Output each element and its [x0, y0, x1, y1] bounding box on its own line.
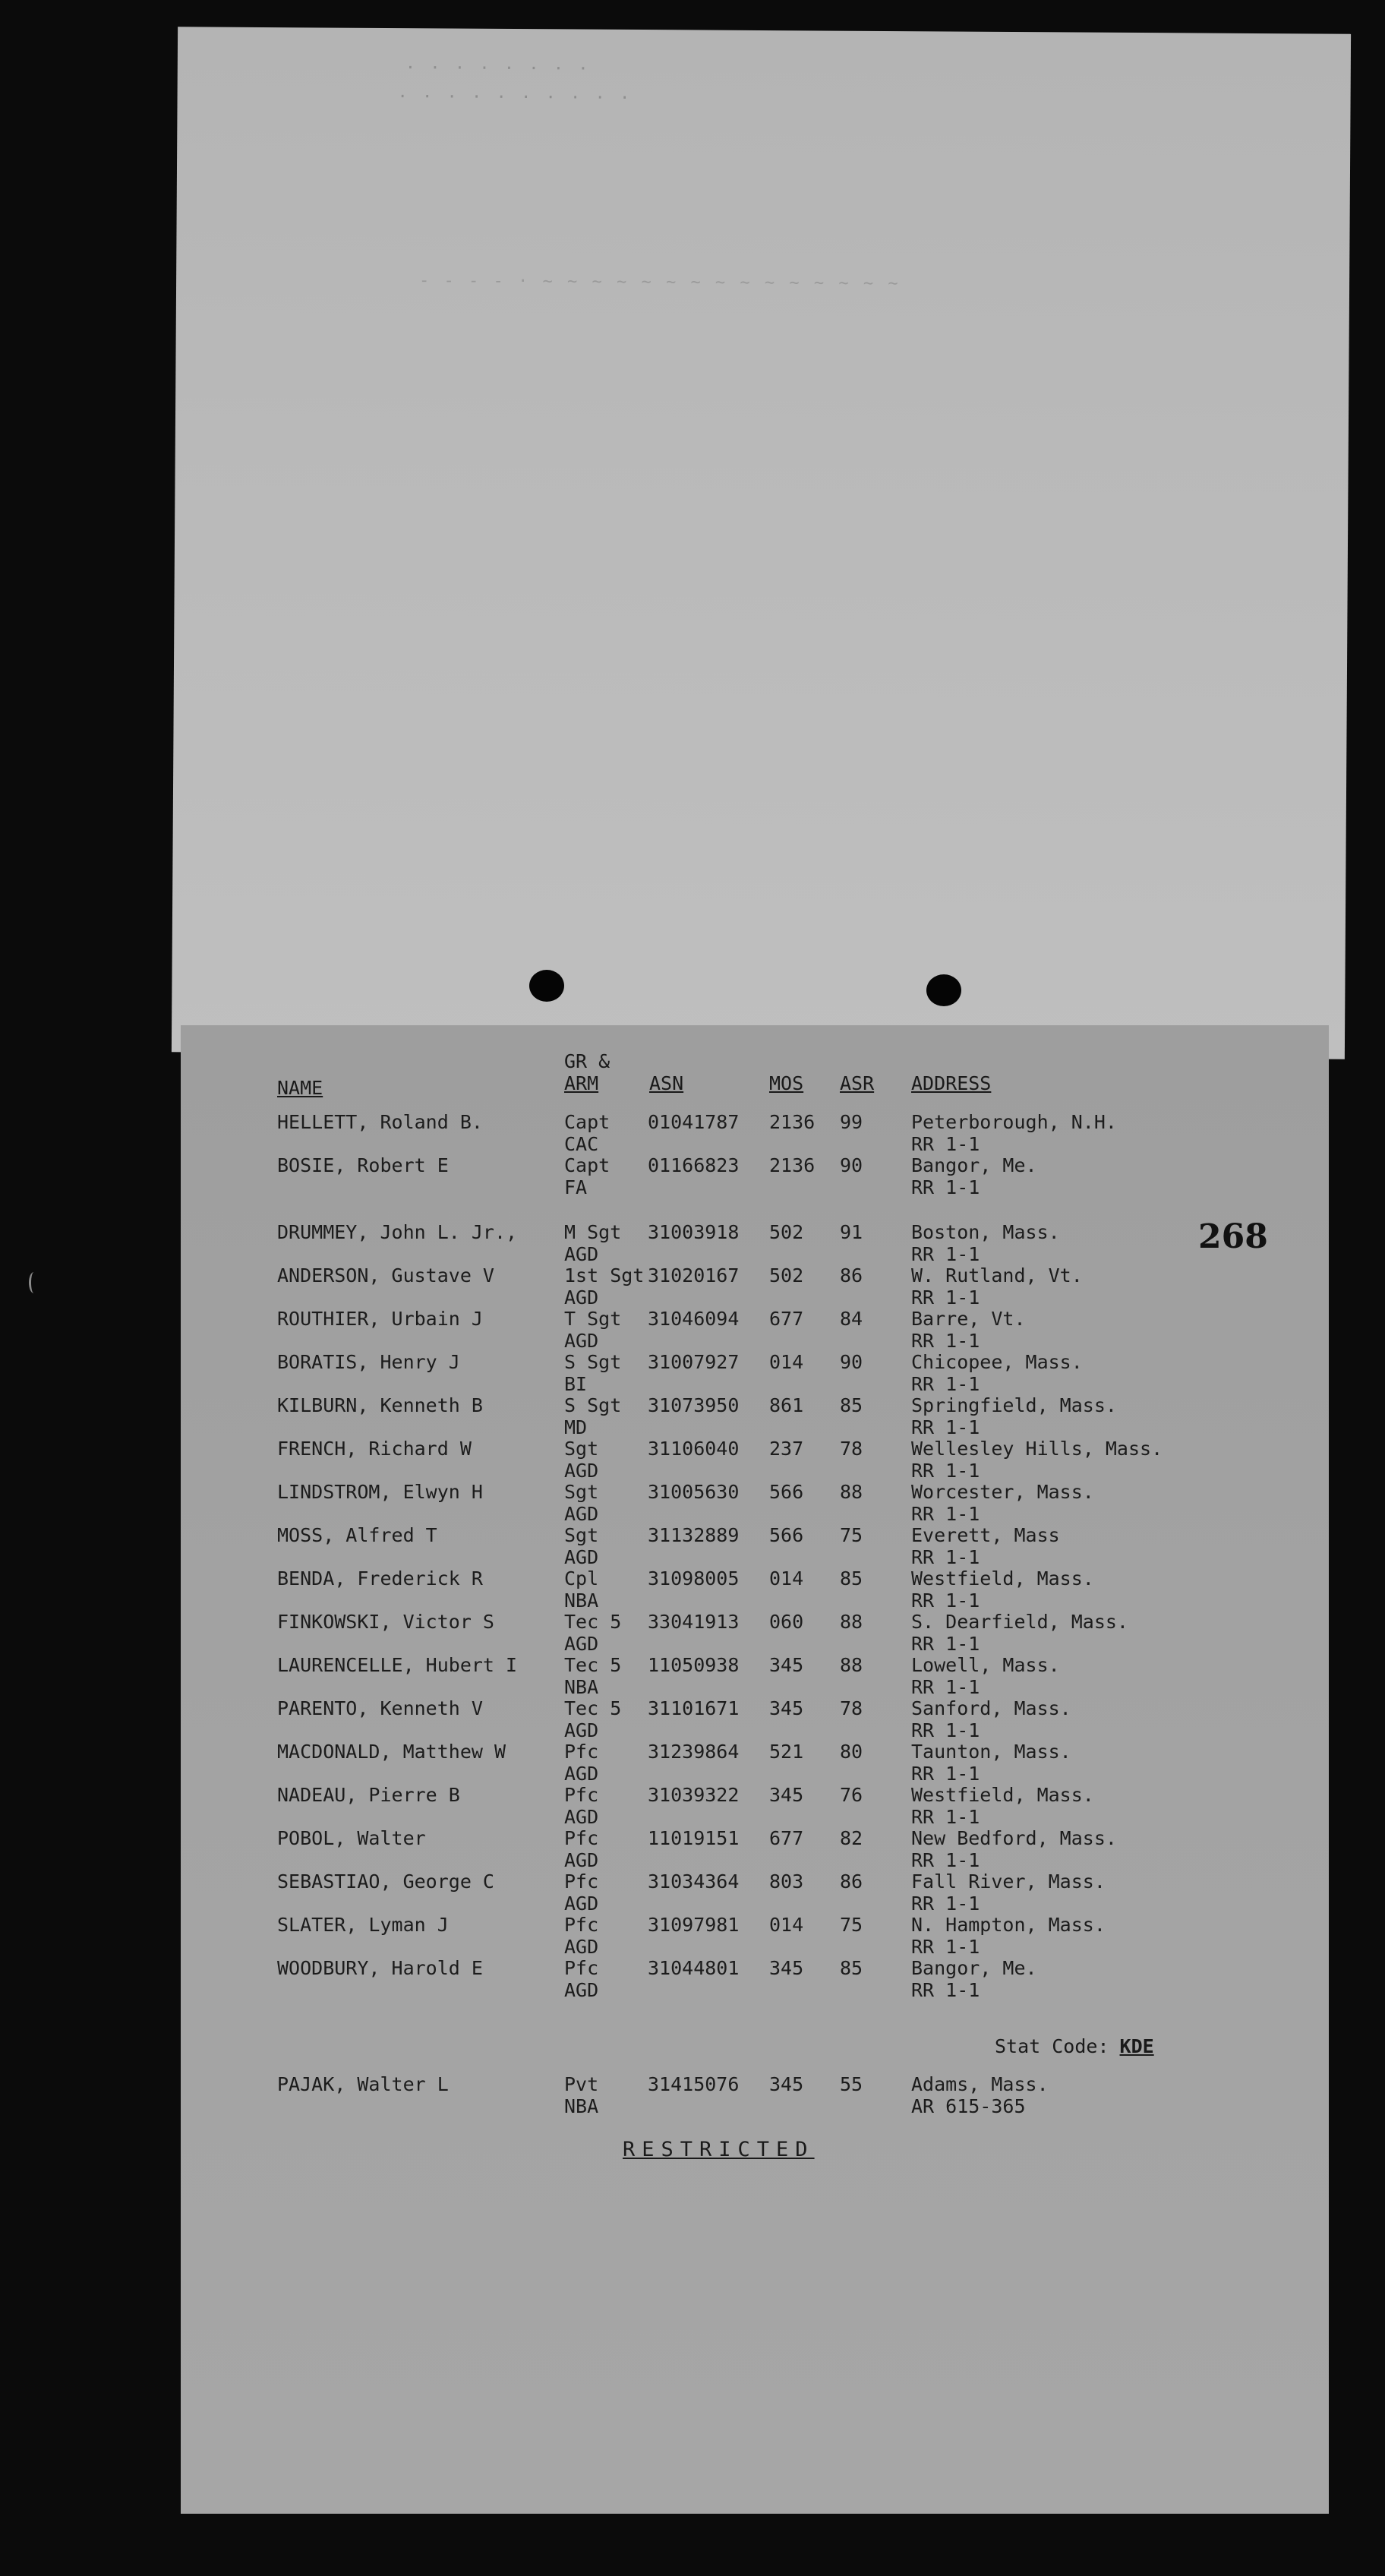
table-row — [0, 1308, 1385, 1352]
page-number: 268 — [1198, 1217, 1268, 1256]
cell-grade: Cpl — [564, 1567, 599, 1589]
cell-arm: AGD — [564, 1503, 599, 1525]
restricted-footer: RESTRICTED — [623, 2138, 815, 2161]
cell-asn: 01041787 — [648, 1111, 740, 1133]
punch-hole — [926, 974, 961, 1006]
table-row — [0, 1221, 1385, 1265]
cell-grade: Tec 5 — [564, 1697, 622, 1719]
cell-remark: RR 1-1 — [911, 1176, 980, 1198]
cell-grade: S Sgt — [564, 1394, 622, 1416]
cell-asr: 85 — [840, 1957, 863, 1979]
cell-grade: Capt — [564, 1154, 610, 1176]
cell-address: Westfield, Mass. — [911, 1784, 1094, 1806]
cell-mos: 237 — [769, 1438, 804, 1460]
cell-remark: RR 1-1 — [911, 1243, 980, 1265]
cell-asn: 31007927 — [648, 1351, 740, 1373]
cell-address: W. Rutland, Vt. — [911, 1264, 1083, 1286]
cell-asn: 31034364 — [648, 1870, 740, 1893]
cell-address: Sanford, Mass. — [911, 1697, 1071, 1719]
cell-asn: 31098005 — [648, 1567, 740, 1589]
cell-address: N. Hampton, Mass. — [911, 1914, 1106, 1936]
table-row — [0, 1697, 1385, 1741]
cell-remark: RR 1-1 — [911, 1460, 980, 1482]
cell-asr: 88 — [840, 1611, 863, 1633]
table-row — [0, 1264, 1385, 1309]
faint-marks: - - - - · ~ ~ ~ ~ ~ ~ ~ ~ ~ ~ ~ ~ ~ ~ ~ — [419, 271, 901, 294]
cell-arm: MD — [564, 1416, 588, 1438]
cell-name: FRENCH, Richard W — [277, 1438, 472, 1460]
cell-grade: Pfc — [564, 1827, 599, 1849]
cell-grade: Pfc — [564, 1784, 599, 1806]
cell-asn: 01166823 — [648, 1154, 740, 1176]
table-row — [0, 1914, 1385, 1958]
cell-grade: Sgt — [564, 1438, 599, 1460]
cell-mos: 521 — [769, 1741, 804, 1763]
cell-name: DRUMMEY, John L. Jr., — [277, 1221, 518, 1243]
cell-asr: 75 — [840, 1524, 863, 1546]
cell-remark: AR 615-365 — [911, 2095, 1026, 2117]
cell-mos: 345 — [769, 1957, 804, 1979]
table-row — [0, 1741, 1385, 1785]
overlay-sheet — [172, 27, 1351, 1059]
cell-asn: 11019151 — [648, 1827, 740, 1849]
table-row — [0, 1351, 1385, 1395]
cell-mos: 677 — [769, 1308, 804, 1330]
faint-marks: · · · · · · · · · · — [397, 87, 633, 108]
cell-asn: 31106040 — [648, 1438, 740, 1460]
cell-asr: 90 — [840, 1351, 863, 1373]
cell-asr: 99 — [840, 1111, 863, 1133]
cell-asn: 31003918 — [648, 1221, 740, 1243]
cell-asr: 80 — [840, 1741, 863, 1763]
cell-asn: 31039322 — [648, 1784, 740, 1806]
cell-address: Worcester, Mass. — [911, 1481, 1094, 1503]
cell-arm: BI — [564, 1373, 588, 1395]
header-gr-arm-1: GR & — [564, 1050, 610, 1072]
cell-asn: 33041913 — [648, 1611, 740, 1633]
table-row — [0, 1957, 1385, 2001]
cell-remark: RR 1-1 — [911, 1719, 980, 1741]
cell-asr: 55 — [840, 2073, 863, 2095]
cell-arm: AGD — [564, 1806, 599, 1828]
cell-mos: 502 — [769, 1221, 804, 1243]
cell-address: Springfield, Mass. — [911, 1394, 1117, 1416]
cell-remark: RR 1-1 — [911, 1849, 980, 1871]
cell-remark: RR 1-1 — [911, 1503, 980, 1525]
table-row — [0, 1111, 1385, 1155]
cell-name: BENDA, Frederick R — [277, 1567, 483, 1589]
table-row — [0, 1654, 1385, 1698]
cell-address: Bangor, Me. — [911, 1957, 1037, 1979]
cell-name: NADEAU, Pierre B — [277, 1784, 460, 1806]
cell-remark: RR 1-1 — [911, 1676, 980, 1698]
cell-asr: 84 — [840, 1308, 863, 1330]
stat-code — [995, 2035, 1154, 2057]
cell-asr: 90 — [840, 1154, 863, 1176]
cell-arm: AGD — [564, 1460, 599, 1482]
cell-name: HELLETT, Roland B. — [277, 1111, 483, 1133]
cell-remark: RR 1-1 — [911, 1763, 980, 1785]
cell-arm: AGD — [564, 1893, 599, 1915]
cell-arm: NBA — [564, 2095, 599, 2117]
cell-arm: AGD — [564, 1936, 599, 1958]
cell-mos: 566 — [769, 1481, 804, 1503]
cell-arm: AGD — [564, 1330, 599, 1352]
cell-asr: 85 — [840, 1394, 863, 1416]
cell-arm: AGD — [564, 1633, 599, 1655]
cell-mos: 014 — [769, 1914, 804, 1936]
cell-arm: CAC — [564, 1133, 599, 1155]
cell-address: Adams, Mass. — [911, 2073, 1049, 2095]
cell-arm: AGD — [564, 1546, 599, 1568]
cell-grade: Tec 5 — [564, 1611, 622, 1633]
cell-mos: 861 — [769, 1394, 804, 1416]
cell-arm: NBA — [564, 1589, 599, 1612]
cell-mos: 345 — [769, 2073, 804, 2095]
cell-mos: 2136 — [769, 1154, 816, 1176]
table-row — [0, 1481, 1385, 1525]
cell-name: PAJAK, Walter L — [277, 2073, 449, 2095]
cell-name: PARENTO, Kenneth V — [277, 1697, 483, 1719]
header-asn: ASN — [649, 1072, 684, 1094]
cell-address: Boston, Mass. — [911, 1221, 1060, 1243]
cell-asr: 76 — [840, 1784, 863, 1806]
punch-hole — [529, 970, 564, 1002]
cell-remark: RR 1-1 — [911, 1633, 980, 1655]
table-row — [0, 1394, 1385, 1438]
cell-mos: 060 — [769, 1611, 804, 1633]
cell-name: BORATIS, Henry J — [277, 1351, 460, 1373]
header-asr: ASR — [840, 1072, 875, 1094]
cell-address: Bangor, Me. — [911, 1154, 1037, 1176]
cell-address: Fall River, Mass. — [911, 1870, 1106, 1893]
cell-remark: RR 1-1 — [911, 1546, 980, 1568]
table-row — [0, 1438, 1385, 1482]
table-row — [0, 1870, 1385, 1915]
cell-grade: T Sgt — [564, 1308, 622, 1330]
header-address: ADDRESS — [911, 1072, 992, 1094]
cell-arm: NBA — [564, 1676, 599, 1698]
cell-remark: RR 1-1 — [911, 1806, 980, 1828]
cell-name: FINKOWSKI, Victor S — [277, 1611, 494, 1633]
cell-asn: 31046094 — [648, 1308, 740, 1330]
cell-name: LINDSTROM, Elwyn H — [277, 1481, 483, 1503]
header-name: NAME — [277, 1077, 323, 1099]
stat-code-value: KDE — [1119, 2035, 1154, 2057]
cell-mos: 345 — [769, 1784, 804, 1806]
cell-asn: 31097981 — [648, 1914, 740, 1936]
cell-grade: Pfc — [564, 1914, 599, 1936]
cell-asr: 82 — [840, 1827, 863, 1849]
cell-name: POBOL, Walter — [277, 1827, 426, 1849]
cell-mos: 2136 — [769, 1111, 816, 1133]
cell-address: Wellesley Hills, Mass. — [911, 1438, 1163, 1460]
cell-asn: 31073950 — [648, 1394, 740, 1416]
cell-asr: 86 — [840, 1264, 863, 1286]
cell-remark: RR 1-1 — [911, 1330, 980, 1352]
cell-asr: 88 — [840, 1654, 863, 1676]
cell-grade: M Sgt — [564, 1221, 622, 1243]
cell-address: Everett, Mass — [911, 1524, 1060, 1546]
cell-mos: 803 — [769, 1870, 804, 1893]
cell-name: ROUTHIER, Urbain J — [277, 1308, 483, 1330]
cell-arm: AGD — [564, 1849, 599, 1871]
cell-remark: RR 1-1 — [911, 1416, 980, 1438]
cell-arm: AGD — [564, 1286, 599, 1309]
cell-name: ANDERSON, Gustave V — [277, 1264, 494, 1286]
table-row — [0, 1827, 1385, 1871]
cell-grade: 1st Sgt — [564, 1264, 645, 1286]
cell-asn: 31132889 — [648, 1524, 740, 1546]
cell-grade: Pfc — [564, 1957, 599, 1979]
cell-grade: Pfc — [564, 1870, 599, 1893]
cell-address: Lowell, Mass. — [911, 1654, 1060, 1676]
cell-asn: 11050938 — [648, 1654, 740, 1676]
cell-grade: Tec 5 — [564, 1654, 622, 1676]
cell-mos: 014 — [769, 1567, 804, 1589]
header-mos: MOS — [769, 1072, 804, 1094]
cell-name: SEBASTIAO, George C — [277, 1870, 494, 1893]
cell-grade: Sgt — [564, 1481, 599, 1503]
cell-name: WOODBURY, Harold E — [277, 1957, 483, 1979]
cell-mos: 014 — [769, 1351, 804, 1373]
cell-address: New Bedford, Mass. — [911, 1827, 1117, 1849]
cell-grade: S Sgt — [564, 1351, 622, 1373]
cell-asr: 88 — [840, 1481, 863, 1503]
cell-address: S. Dearfield, Mass. — [911, 1611, 1128, 1633]
cell-remark: RR 1-1 — [911, 1893, 980, 1915]
cell-asr: 78 — [840, 1438, 863, 1460]
cell-asn: 31415076 — [648, 2073, 740, 2095]
cell-address: Taunton, Mass. — [911, 1741, 1071, 1763]
cell-name: KILBURN, Kenneth B — [277, 1394, 483, 1416]
cell-remark: RR 1-1 — [911, 1936, 980, 1958]
cell-address: Peterborough, N.H. — [911, 1111, 1117, 1133]
cell-grade: Pvt — [564, 2073, 599, 2095]
cell-asn: 31239864 — [648, 1741, 740, 1763]
cell-asr: 78 — [840, 1697, 863, 1719]
cell-name: BOSIE, Robert E — [277, 1154, 449, 1176]
cell-asn: 31044801 — [648, 1957, 740, 1979]
cell-asn: 31005630 — [648, 1481, 740, 1503]
cell-mos: 677 — [769, 1827, 804, 1849]
table-row — [0, 1611, 1385, 1655]
cell-asr: 91 — [840, 1221, 863, 1243]
cell-mos: 345 — [769, 1654, 804, 1676]
cell-mos: 502 — [769, 1264, 804, 1286]
cell-name: MACDONALD, Matthew W — [277, 1741, 506, 1763]
cell-address: Barre, Vt. — [911, 1308, 1026, 1330]
cell-asn: 31020167 — [648, 1264, 740, 1286]
cell-remark: RR 1-1 — [911, 1589, 980, 1612]
table-row — [0, 1567, 1385, 1612]
cell-address: Chicopee, Mass. — [911, 1351, 1083, 1373]
cell-arm: FA — [564, 1176, 588, 1198]
cell-name: SLATER, Lyman J — [277, 1914, 449, 1936]
cell-mos: 345 — [769, 1697, 804, 1719]
cell-name: LAURENCELLE, Hubert I — [277, 1654, 518, 1676]
cell-name: MOSS, Alfred T — [277, 1524, 437, 1546]
table-row — [0, 1524, 1385, 1568]
cell-arm: AGD — [564, 1243, 599, 1265]
cell-asr: 75 — [840, 1914, 863, 1936]
cell-remark: RR 1-1 — [911, 1133, 980, 1155]
stat-code-label: Stat Code: — [995, 2035, 1109, 2057]
table-row — [0, 1784, 1385, 1828]
cell-grade: Pfc — [564, 1741, 599, 1763]
cell-arm: AGD — [564, 1719, 599, 1741]
cell-asn: 31101671 — [648, 1697, 740, 1719]
cell-asr: 86 — [840, 1870, 863, 1893]
cell-mos: 566 — [769, 1524, 804, 1546]
cell-arm: AGD — [564, 1979, 599, 2001]
cell-grade: Sgt — [564, 1524, 599, 1546]
faint-marks: · · · · · · · · — [405, 58, 591, 79]
cell-remark: RR 1-1 — [911, 1979, 980, 2001]
header-gr-arm-2: ARM — [564, 1072, 599, 1094]
cell-arm: AGD — [564, 1763, 599, 1785]
cell-address: Westfield, Mass. — [911, 1567, 1094, 1589]
cell-grade: Capt — [564, 1111, 610, 1133]
table-row — [0, 1154, 1385, 1198]
cell-remark: RR 1-1 — [911, 1373, 980, 1395]
table-row — [0, 2073, 1385, 2117]
cell-remark: RR 1-1 — [911, 1286, 980, 1309]
cell-asr: 85 — [840, 1567, 863, 1589]
